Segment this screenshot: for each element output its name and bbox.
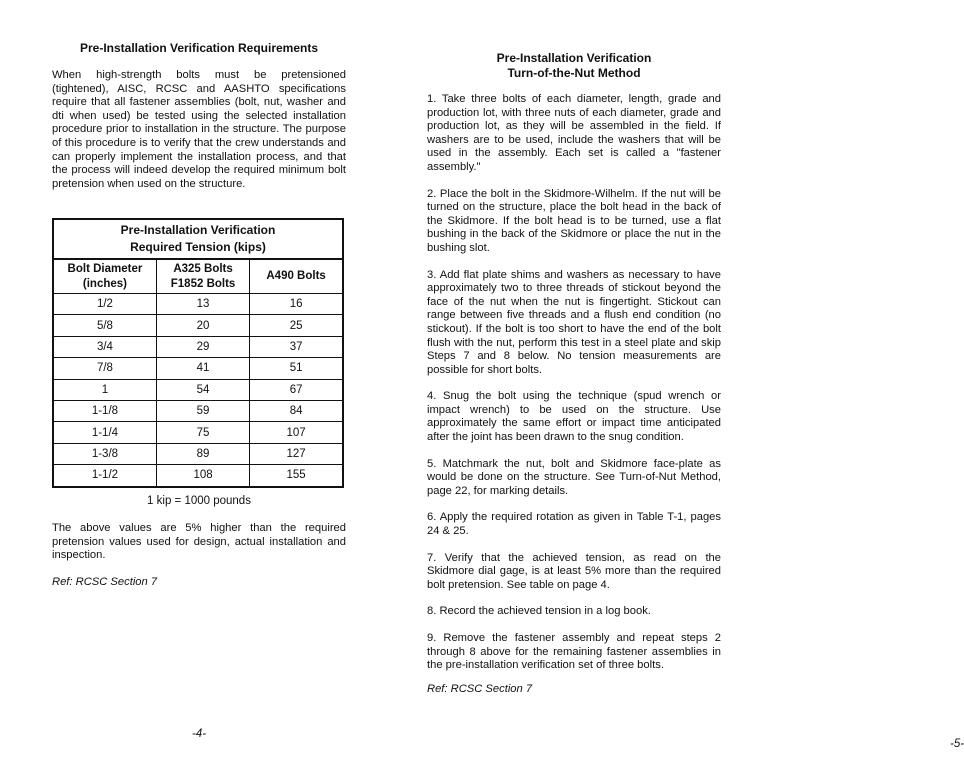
cell-bolt-diameter: 1-3/8 xyxy=(53,443,156,464)
table-row xyxy=(53,465,343,487)
procedure-step: 2. Place the bolt in the Skidmore-Wilhelm. If the nut will be turned on the structure, place the bolt head in the back of the Skidmore. If the bolt head is to be turned, use a flat bushing in the back of the Skidmore or place the nut in the bushing slot. xyxy=(427,187,721,254)
cell-bolt-diameter: 1-1/2 xyxy=(53,465,156,487)
table-row xyxy=(53,443,343,464)
header-a325-line2: F1852 Bolts xyxy=(170,277,236,290)
cell-bolt-diameter: 1 xyxy=(53,379,156,400)
left-page-number: -4- xyxy=(192,728,207,740)
header-a325-line1: A325 Bolts xyxy=(173,262,233,275)
cell-a490-tension: 16 xyxy=(250,294,343,315)
right-title-line1: Pre-Installation Verification xyxy=(496,51,652,65)
right-title-line2: Turn-of-the-Nut Method xyxy=(507,66,641,80)
header-a490: A490 Bolts xyxy=(250,259,343,294)
procedure-step: 3. Add flat plate shims and washers as necessary to have approximately two to three threads of stickout beyond the face of the nut when the nut is fingertight. Stickout can range between five threads and a flush end condition (no stickout). If the bolt is too short to have the end of the bolt flush with the nut, perform this test in a steel plate and skip Steps 7 and 8 below. No tension measurements are possible for short bolts. xyxy=(427,268,721,376)
left-page xyxy=(0,0,384,766)
cell-bolt-diameter: 1-1/8 xyxy=(53,400,156,421)
procedure-step: 7. Verify that the achieved tension, as read on the Skidmore dial gage, is at least 5% more than the required bolt pretension. See table on page 4. xyxy=(427,551,721,591)
procedure-step: 5. Matchmark the nut, bolt and Skidmore face-plate as would be done on the structure. See Turn-of-Nut Method, page 22, for marking details. xyxy=(427,457,721,497)
cell-bolt-diameter: 7/8 xyxy=(53,358,156,379)
cell-a325-tension: 108 xyxy=(156,465,249,487)
kip-conversion-note: 1 kip = 1000 pounds xyxy=(147,495,251,507)
cell-a490-tension: 67 xyxy=(250,379,343,400)
cell-a490-tension: 127 xyxy=(250,443,343,464)
cell-bolt-diameter: 5/8 xyxy=(53,315,156,336)
table-row xyxy=(53,422,343,443)
cell-a490-tension: 51 xyxy=(250,358,343,379)
cell-a490-tension: 155 xyxy=(250,465,343,487)
required-tension-table xyxy=(52,218,344,488)
procedure-step: 1. Take three bolts of each diameter, length, grade and production lot, with three nuts of each diameter, grade and production lot, as they will be assembled in the field. If washers are to be used, include the washers that will be used in the assembly. Each set is called a "fastener assembly." xyxy=(427,93,721,173)
procedure-step: 6. Apply the required rotation as given in Table T-1, pages 24 & 25. xyxy=(427,511,721,538)
header-bolt-diameter-line1: Bolt Diameter xyxy=(67,262,143,275)
header-bolt-diameter-line2: (inches) xyxy=(82,277,127,290)
cell-bolt-diameter: 3/4 xyxy=(53,336,156,357)
table-row xyxy=(53,379,343,400)
pretension-note: The above values are 5% higher than the required pretension values used for design, actual installation and inspection. xyxy=(52,522,346,562)
procedure-steps xyxy=(427,93,721,686)
procedure-step: 9. Remove the fastener assembly and repeat steps 2 through 8 above for the remaining fastener assemblies in the pre-installation verification set of three bolts. xyxy=(427,632,721,672)
right-page-number: -5- xyxy=(950,738,964,750)
cell-bolt-diameter: 1/2 xyxy=(53,294,156,315)
cell-a325-tension: 89 xyxy=(156,443,249,464)
table-row xyxy=(53,315,343,336)
cell-a490-tension: 107 xyxy=(250,422,343,443)
cell-a325-tension: 59 xyxy=(156,400,249,421)
cell-a325-tension: 41 xyxy=(156,358,249,379)
cell-a325-tension: 54 xyxy=(156,379,249,400)
table-row xyxy=(53,400,343,421)
header-a325 xyxy=(156,259,249,294)
table-row xyxy=(53,336,343,357)
cell-bolt-diameter: 1-1/4 xyxy=(53,422,156,443)
left-page-title: Pre-Installation Verification Requirements xyxy=(79,41,319,55)
table-row xyxy=(53,358,343,379)
right-reference: Ref: RCSC Section 7 xyxy=(427,683,533,695)
cell-a490-tension: 25 xyxy=(250,315,343,336)
procedure-step: 4. Snug the bolt using the technique (spud wrench or impact wrench) to be used on the structure. Use approximately the same effort or impact time anticipated after the joint has been drawn to the snug condition. xyxy=(427,390,721,444)
procedure-step: 8. Record the achieved tension in a log book. xyxy=(427,605,651,618)
cell-a325-tension: 75 xyxy=(156,422,249,443)
cell-a325-tension: 20 xyxy=(156,315,249,336)
cell-a490-tension: 84 xyxy=(250,400,343,421)
cell-a490-tension: 37 xyxy=(250,336,343,357)
right-page-title xyxy=(424,51,724,81)
table-caption xyxy=(53,219,343,259)
cell-a325-tension: 29 xyxy=(156,336,249,357)
cell-a325-tension: 13 xyxy=(156,294,249,315)
table-caption-line1: Pre-Installation Verification xyxy=(120,223,276,237)
right-page xyxy=(384,0,964,766)
table-row xyxy=(53,294,343,315)
left-reference: Ref: RCSC Section 7 xyxy=(52,576,158,588)
header-bolt-diameter xyxy=(53,259,156,294)
intro-paragraph: When high-strength bolts must be pretensioned (tightened), AISC, RCSC and AASHTO specifications require that all fastener assemblies (bolt, nut, washer and dti when used) be tested using the selected installation procedure prior to installation in the structure. The purpose of this procedure is to verify that the crew understands and can properly implement the installation process, and that the process will indeed develop the required minimum bolt pretension when used on the structure. xyxy=(52,69,346,190)
table-caption-line2: Required Tension (kips) xyxy=(130,240,266,254)
